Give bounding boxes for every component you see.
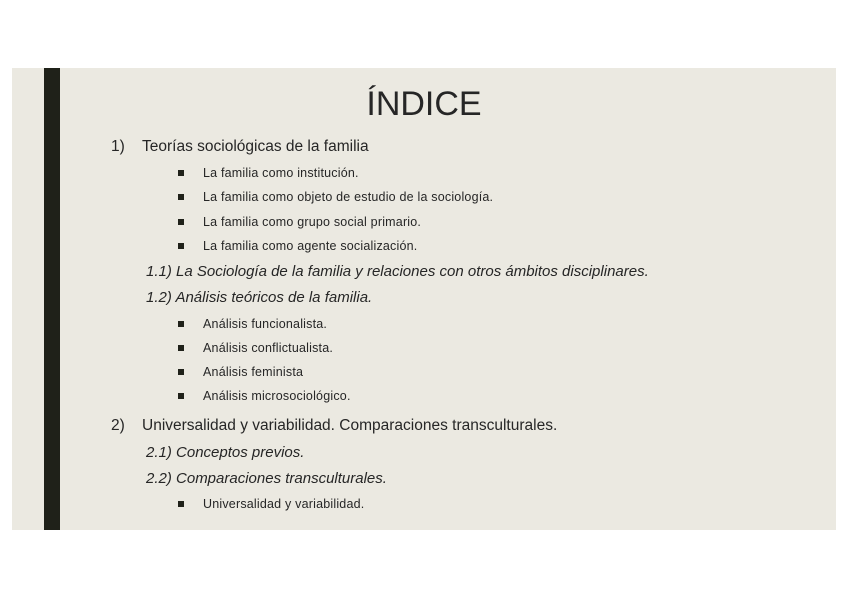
list-number: 2)	[111, 417, 125, 434]
bullet-text: Universalidad y variabilidad.	[203, 497, 365, 511]
subsection-2-1: 2.1) Conceptos previos.	[146, 444, 305, 461]
square-bullet-icon	[178, 345, 184, 351]
accent-bar	[44, 68, 60, 530]
subsection-1-1: 1.1) La Sociología de la familia y relaciones con otros ámbitos disciplinares.	[146, 263, 649, 280]
bullet-text: Análisis funcionalista.	[203, 317, 328, 331]
square-bullet-icon	[178, 369, 184, 375]
bullet-text: La familia como institución.	[203, 166, 359, 180]
list-number: 1)	[111, 138, 125, 155]
subsection-2-2: 2.2) Comparaciones transculturales.	[146, 470, 387, 487]
bullet-text: Análisis microsociológico.	[203, 389, 351, 403]
square-bullet-icon	[178, 501, 184, 507]
slide	[12, 68, 836, 530]
page-title: ÍNDICE	[366, 85, 482, 123]
list-text: Teorías sociológicas de la familia	[142, 138, 369, 155]
square-bullet-icon	[178, 194, 184, 200]
square-bullet-icon	[178, 243, 184, 249]
bullet-text: La familia como grupo social primario.	[203, 215, 422, 229]
square-bullet-icon	[178, 170, 184, 176]
square-bullet-icon	[178, 321, 184, 327]
bullet-text: La familia como objeto de estudio de la sociología.	[203, 190, 494, 204]
bullet-text: La familia como agente socialización.	[203, 239, 418, 253]
square-bullet-icon	[178, 219, 184, 225]
bullet-text: Análisis feminista	[203, 365, 304, 379]
list-text: Universalidad y variabilidad. Comparaciones transculturales.	[142, 417, 558, 434]
bullet-text: Análisis conflictualista.	[203, 341, 334, 355]
square-bullet-icon	[178, 393, 184, 399]
subsection-1-2: 1.2) Análisis teóricos de la familia.	[146, 289, 373, 306]
